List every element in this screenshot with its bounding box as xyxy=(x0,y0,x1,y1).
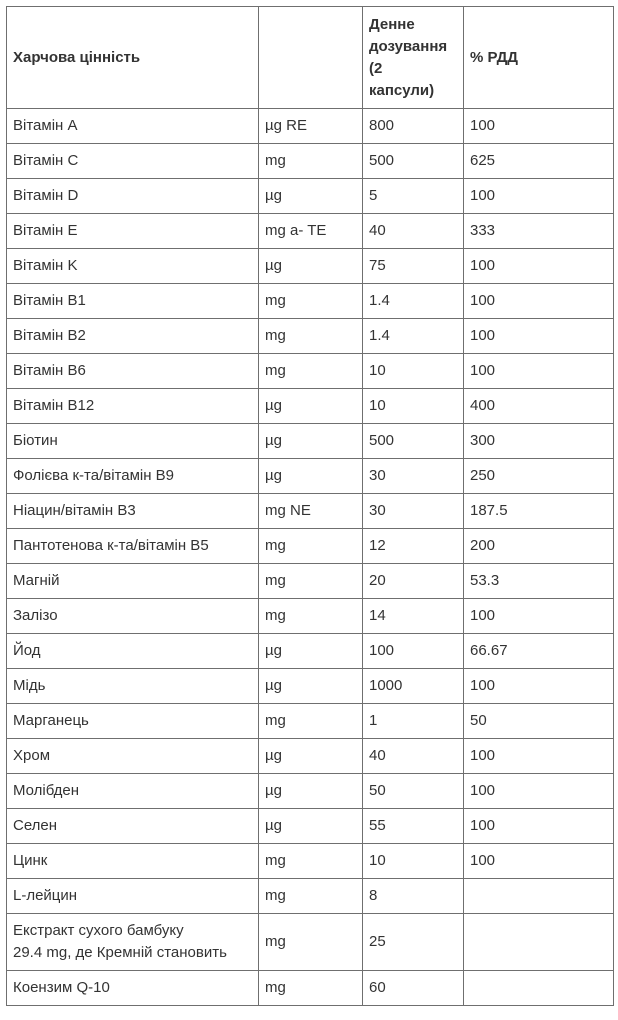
nutrient-name: Вітамін K xyxy=(7,249,259,284)
nutrient-rda: 187.5 xyxy=(464,494,614,529)
nutrient-unit: µg xyxy=(259,424,363,459)
table-row xyxy=(7,774,614,809)
nutrient-dose: 55 xyxy=(363,809,464,844)
table-row xyxy=(7,564,614,599)
nutrient-dose: 12 xyxy=(363,529,464,564)
table-header-row xyxy=(7,7,614,109)
nutrient-rda: 100 xyxy=(464,774,614,809)
nutrient-rda: 100 xyxy=(464,179,614,214)
nutrient-dose: 800 xyxy=(363,109,464,144)
nutrient-dose: 30 xyxy=(363,459,464,494)
nutrient-name: Вітамін B2 xyxy=(7,319,259,354)
nutrient-unit: mg xyxy=(259,319,363,354)
nutrient-rda: 53.3 xyxy=(464,564,614,599)
nutrient-name: Марганець xyxy=(7,704,259,739)
nutrient-unit: µg xyxy=(259,809,363,844)
header-daily-dose-line: (2 xyxy=(369,59,383,77)
nutrient-rda xyxy=(464,879,614,914)
nutrient-unit: mg xyxy=(259,704,363,739)
nutrition-table xyxy=(6,6,614,1006)
nutrient-name: Хром xyxy=(7,739,259,774)
nutrient-rda: 200 xyxy=(464,529,614,564)
nutrient-rda: 100 xyxy=(464,844,614,879)
nutrient-name: Магній xyxy=(7,564,259,599)
table-row xyxy=(7,284,614,319)
nutrient-rda: 250 xyxy=(464,459,614,494)
table-row xyxy=(7,214,614,249)
nutrient-unit: µg xyxy=(259,739,363,774)
nutrient-dose: 20 xyxy=(363,564,464,599)
table-row xyxy=(7,354,614,389)
nutrient-dose: 40 xyxy=(363,739,464,774)
table-row xyxy=(7,424,614,459)
nutrient-unit: mg xyxy=(259,564,363,599)
nutrient-unit: mg xyxy=(259,529,363,564)
nutrient-dose: 8 xyxy=(363,879,464,914)
nutrient-rda xyxy=(464,971,614,1006)
header-rda-percent: % РДД xyxy=(464,7,614,109)
nutrient-unit: mg xyxy=(259,354,363,389)
nutrient-unit: mg xyxy=(259,914,363,971)
nutrient-unit: µg xyxy=(259,179,363,214)
nutrient-unit: mg xyxy=(259,144,363,179)
nutrient-unit: mg xyxy=(259,284,363,319)
nutrient-name: Вітамін D xyxy=(7,179,259,214)
nutrient-rda: 100 xyxy=(464,284,614,319)
nutrient-name: Молібден xyxy=(7,774,259,809)
table-row xyxy=(7,599,614,634)
nutrient-unit: mg NE xyxy=(259,494,363,529)
nutrient-dose: 1000 xyxy=(363,669,464,704)
table-row xyxy=(7,704,614,739)
nutrient-unit: µg xyxy=(259,774,363,809)
nutrient-dose: 10 xyxy=(363,389,464,424)
nutrient-rda: 400 xyxy=(464,389,614,424)
nutrient-name: Вітамін A xyxy=(7,109,259,144)
table-row xyxy=(7,971,614,1006)
nutrient-rda: 100 xyxy=(464,599,614,634)
table-row xyxy=(7,494,614,529)
header-daily-dose xyxy=(363,7,464,109)
nutrient-rda: 100 xyxy=(464,739,614,774)
nutrient-unit: µg RE xyxy=(259,109,363,144)
nutrient-name-line: Екстракт сухого бамбуку xyxy=(13,922,184,939)
nutrient-dose: 10 xyxy=(363,354,464,389)
nutrient-rda: 100 xyxy=(464,354,614,389)
table-row xyxy=(7,914,614,971)
nutrient-dose: 30 xyxy=(363,494,464,529)
table-row xyxy=(7,739,614,774)
nutrient-name: Ніацин/вітамін B3 xyxy=(7,494,259,529)
nutrient-dose: 100 xyxy=(363,634,464,669)
nutrient-name: L-лейцин xyxy=(7,879,259,914)
nutrient-name: Вітамін B6 xyxy=(7,354,259,389)
header-unit xyxy=(259,7,363,109)
nutrient-rda: 66.67 xyxy=(464,634,614,669)
header-daily-dose-line: Денне xyxy=(369,15,415,33)
nutrient-name: Вітамін B12 xyxy=(7,389,259,424)
nutrient-name: Цинк xyxy=(7,844,259,879)
nutrient-name-line: 29.4 mg, де Кремній становить xyxy=(13,944,227,961)
table-row xyxy=(7,459,614,494)
table-row xyxy=(7,389,614,424)
header-daily-dose-line: дозування xyxy=(369,37,448,55)
nutrient-unit: mg a- TE xyxy=(259,214,363,249)
nutrient-rda: 100 xyxy=(464,249,614,284)
nutrient-rda: 100 xyxy=(464,809,614,844)
table-row xyxy=(7,109,614,144)
nutrient-rda: 100 xyxy=(464,109,614,144)
nutrient-dose: 14 xyxy=(363,599,464,634)
nutrient-rda: 100 xyxy=(464,669,614,704)
nutrient-name: Коензим Q-10 xyxy=(7,971,259,1006)
nutrient-dose: 40 xyxy=(363,214,464,249)
table-row xyxy=(7,249,614,284)
nutrient-name: Вітамін B1 xyxy=(7,284,259,319)
nutrient-dose: 25 xyxy=(363,914,464,971)
nutrient-dose: 1.4 xyxy=(363,284,464,319)
nutrient-name: Вітамін C xyxy=(7,144,259,179)
nutrient-dose: 60 xyxy=(363,971,464,1006)
nutrient-dose: 500 xyxy=(363,144,464,179)
nutrient-rda: 625 xyxy=(464,144,614,179)
table-row xyxy=(7,844,614,879)
nutrient-unit: µg xyxy=(259,459,363,494)
nutrient-name: Мідь xyxy=(7,669,259,704)
nutrient-dose: 500 xyxy=(363,424,464,459)
nutrient-unit: µg xyxy=(259,669,363,704)
table-row xyxy=(7,529,614,564)
nutrient-dose: 10 xyxy=(363,844,464,879)
nutrient-name: Селен xyxy=(7,809,259,844)
nutrient-rda: 100 xyxy=(464,319,614,354)
nutrient-unit: mg xyxy=(259,844,363,879)
table-row xyxy=(7,634,614,669)
table-row xyxy=(7,319,614,354)
nutrient-unit: mg xyxy=(259,879,363,914)
table-row xyxy=(7,879,614,914)
header-nutrition-value: Харчова цінність xyxy=(7,7,259,109)
nutrient-name: Вітамін E xyxy=(7,214,259,249)
nutrient-dose: 50 xyxy=(363,774,464,809)
nutrient-name: Залізо xyxy=(7,599,259,634)
nutrient-unit: µg xyxy=(259,634,363,669)
header-daily-dose-line: капсули) xyxy=(369,81,435,99)
nutrient-unit: µg xyxy=(259,249,363,284)
nutrient-name xyxy=(7,914,259,971)
table-row xyxy=(7,669,614,704)
nutrient-dose: 75 xyxy=(363,249,464,284)
nutrient-rda: 333 xyxy=(464,214,614,249)
nutrient-unit: mg xyxy=(259,599,363,634)
nutrient-rda: 50 xyxy=(464,704,614,739)
table-row xyxy=(7,144,614,179)
nutrient-dose: 5 xyxy=(363,179,464,214)
nutrient-dose: 1 xyxy=(363,704,464,739)
table-row xyxy=(7,809,614,844)
nutrient-name: Біотин xyxy=(7,424,259,459)
nutrient-dose: 1.4 xyxy=(363,319,464,354)
table-row xyxy=(7,179,614,214)
nutrient-rda xyxy=(464,914,614,971)
nutrient-name: Фолієва к-та/вітамін B9 xyxy=(7,459,259,494)
nutrient-name: Пантотенова к-та/вітамін B5 xyxy=(7,529,259,564)
nutrient-rda: 300 xyxy=(464,424,614,459)
nutrient-name: Йод xyxy=(7,634,259,669)
nutrient-unit: mg xyxy=(259,971,363,1006)
nutrient-unit: µg xyxy=(259,389,363,424)
